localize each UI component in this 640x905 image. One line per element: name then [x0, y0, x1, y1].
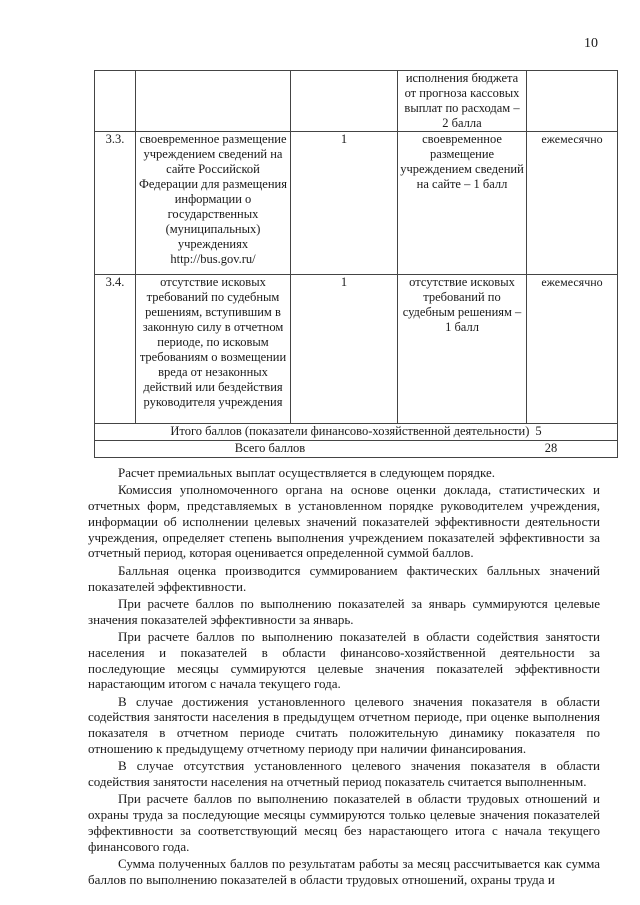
criterion-cell: своевременное размещение учреждением сведений на сайте – 1 балл [398, 132, 527, 275]
period-cell: ежемесячно [527, 275, 618, 424]
paragraph: При расчете баллов по выполнению показателей в области содействия занятости населения и показателей в области финансово-хозяйственной деятельности за последующие месяцы суммируются целевые значения показателей эффективности нарастающим итогом с начала текущего года. [88, 628, 600, 692]
points-cell [291, 71, 398, 132]
page-number: 10 [584, 36, 598, 51]
total-row [95, 441, 618, 458]
body-text [88, 465, 600, 889]
kpi-table [94, 70, 618, 458]
paragraph: Балльная оценка производится суммированием фактических балльных значений показателей эффективности. [88, 562, 600, 594]
subtotal-cell [95, 424, 618, 441]
row-number [95, 71, 136, 132]
total-cell [95, 441, 618, 458]
table-row [95, 71, 618, 132]
criterion-cell: исполнения бюджета от прогноза кассовых выплат по расходам – 2 балла [398, 71, 527, 132]
criterion-cell: отсутствие исковых требований по судебным решениям – 1 балл [398, 275, 527, 424]
indicator-cell: своевременное размещение учреждением сведений на сайте Российской Федерации для размещения информации о государственных (муниципальных) учреждениях http://bus.gov.ru/ [136, 132, 291, 275]
paragraph: Комиссия уполномоченного органа на основе оценки доклада, статистических и отчетных форм, представляемых в установленном порядке руководителем учреждения, информации об исполнении целевых значений показателей эффективности деятельности учреждения, определяет степень выполнения учреждением показателей эффективности за отчетный период, которая оценивается определенной суммой баллов. [88, 482, 600, 561]
paragraph: В случае достижения установленного целевого значения показателя в области содействия занятости населения в предыдущем отчетном периоде, при оценке выполнения показателя в отчетном периоде считать положительную динамику показателя по отношению к предыдущему отчетному периоду при наличии финансирования. [88, 693, 600, 757]
subtotal-value: 5 [535, 424, 542, 438]
subtotal-label: Итого баллов (показатели финансово-хозяйственной деятельности) [170, 424, 530, 438]
paragraph: В случае отсутствия установленного целевого значения показателя в области содействия занятости населения на отчетный период показатель считается выполненным. [88, 758, 600, 790]
period-cell: ежемесячно [527, 132, 618, 275]
table-row [95, 275, 618, 424]
paragraph: Сумма полученных баллов по результатам работы за месяц рассчитывается как сумма баллов по выполнению показателей в области трудовых отношений, охраны труда и [88, 856, 600, 887]
points-cell: 1 [291, 132, 398, 275]
subtotal-row [95, 424, 618, 441]
row-number: 3.4. [95, 275, 136, 424]
total-value: 28 [544, 441, 558, 455]
points-cell: 1 [291, 275, 398, 424]
indicator-cell: отсутствие исковых требований по судебным решениям, вступившим в законную силу в отчетном периоде, по исковым требованиям о возмещении вреда от незаконных действий или бездействия руководителя учреждения [136, 275, 291, 424]
table-row [95, 132, 618, 275]
paragraph: При расчете баллов по выполнению показателей за январь суммируются целевые значения показателей эффективности за январь. [88, 595, 600, 627]
total-label: Всего баллов [234, 441, 306, 455]
paragraph: При расчете баллов по выполнению показателей в области трудовых отношений и охраны труда за последующие месяцы суммируются только целевые значения показателей эффективности за соответствующий месяц без нарастающего итога с начала текущего финансового года. [88, 791, 600, 854]
indicator-cell [136, 71, 291, 132]
period-cell [527, 71, 618, 132]
paragraph: Расчет премиальных выплат осуществляется в следующем порядке. [118, 465, 495, 480]
row-number: 3.3. [95, 132, 136, 275]
